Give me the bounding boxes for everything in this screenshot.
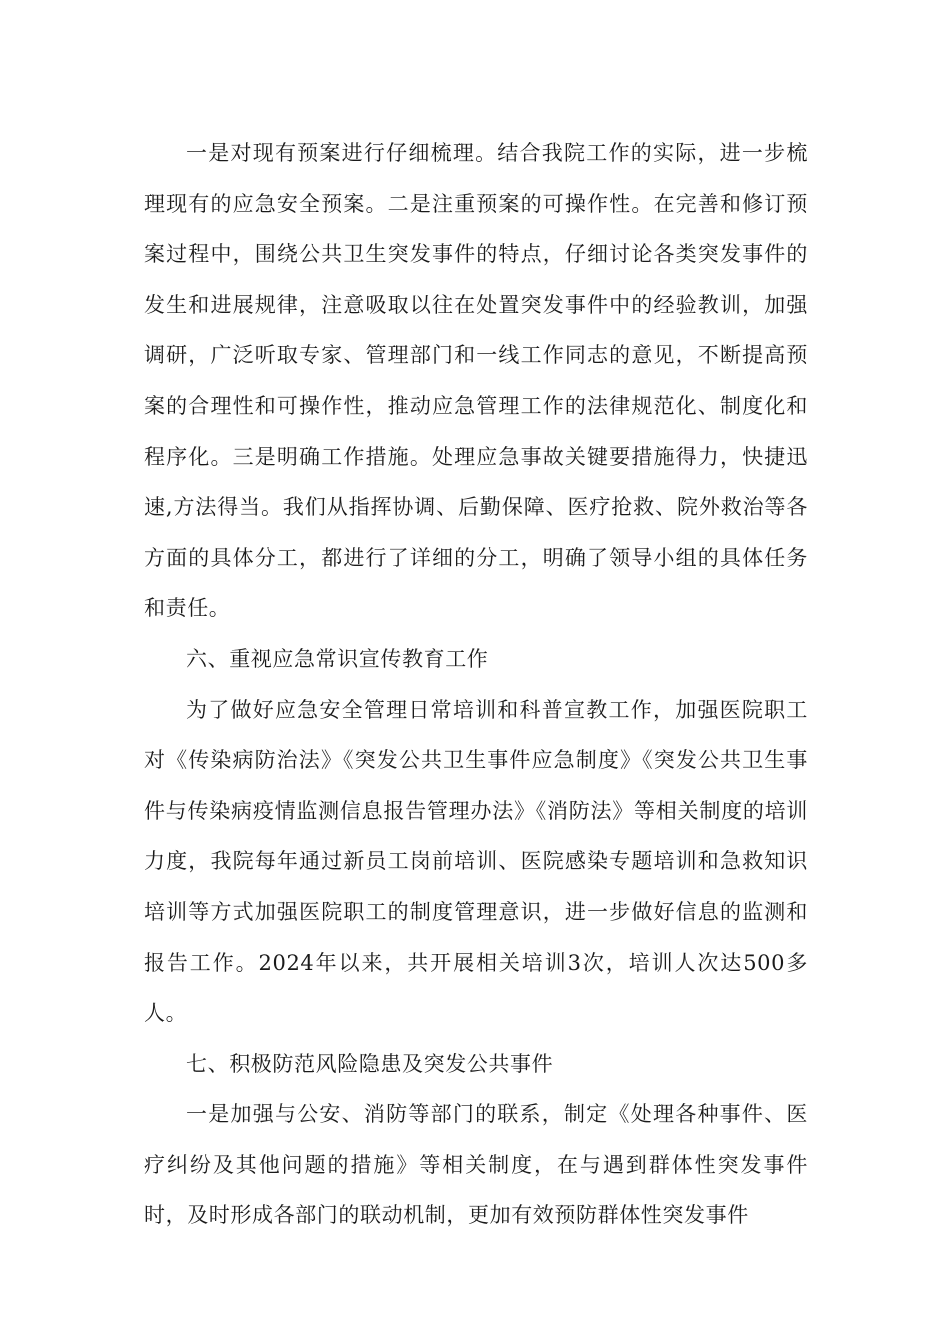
document-body	[144, 128, 808, 1241]
section-heading-six: 六、重视应急常识宣传教育工作	[186, 646, 489, 671]
paragraph-plan-review: 一是对现有预案进行仔细梳理。结合我院工作的实际，进一步梳理现有的应急安全预案。二是注重预案的可操作性。在完善和修订预案过程中，围绕公共卫生突发事件的特点，仔细讨论各类突发事件的发生和进展规律，注意吸取以往在处置突发事件中的经验教训，加强调研，广泛听取专家、管理部门和一线工作同志的意见，不断提高预案的合理性和可操作性，推动应急管理工作的法律规范化、制度化和程序化。三是明确工作措施。处理应急事故关键要措施得力，快捷迅速,方法得当。我们从指挥协调、后勤保障、医疗抢救、院外救治等各方面的具体分工，都进行了详细的分工，明确了领导小组的具体任务和责任。	[144, 141, 808, 621]
section-heading-seven: 七、积极防范风险隐患及突发公共事件	[186, 1051, 554, 1076]
paragraph-risk-prevention: 一是加强与公安、消防等部门的联系，制定《处理各种事件、医疗纠纷及其他问题的措施》等相关制度，在与遇到群体性突发事件时，及时形成各部门的联动机制，更加有效预防群体性突发事件	[144, 1102, 808, 1228]
paragraph-training: 为了做好应急安全管理日常培训和科普宣教工作，加强医院职工对《传染病防治法》《突发公共卫生事件应急制度》《突发公共卫生事件与传染病疫情监测信息报告管理办法》《消防法》等相关制度的培训力度，我院每年通过新员工岗前培训、医院感染专题培训和急救知识培训等方式加强医院职工的制度管理意识，进一步做好信息的监测和报告工作。2024年以来，共开展相关培训3次，培训人次达500多人。	[144, 697, 808, 1026]
